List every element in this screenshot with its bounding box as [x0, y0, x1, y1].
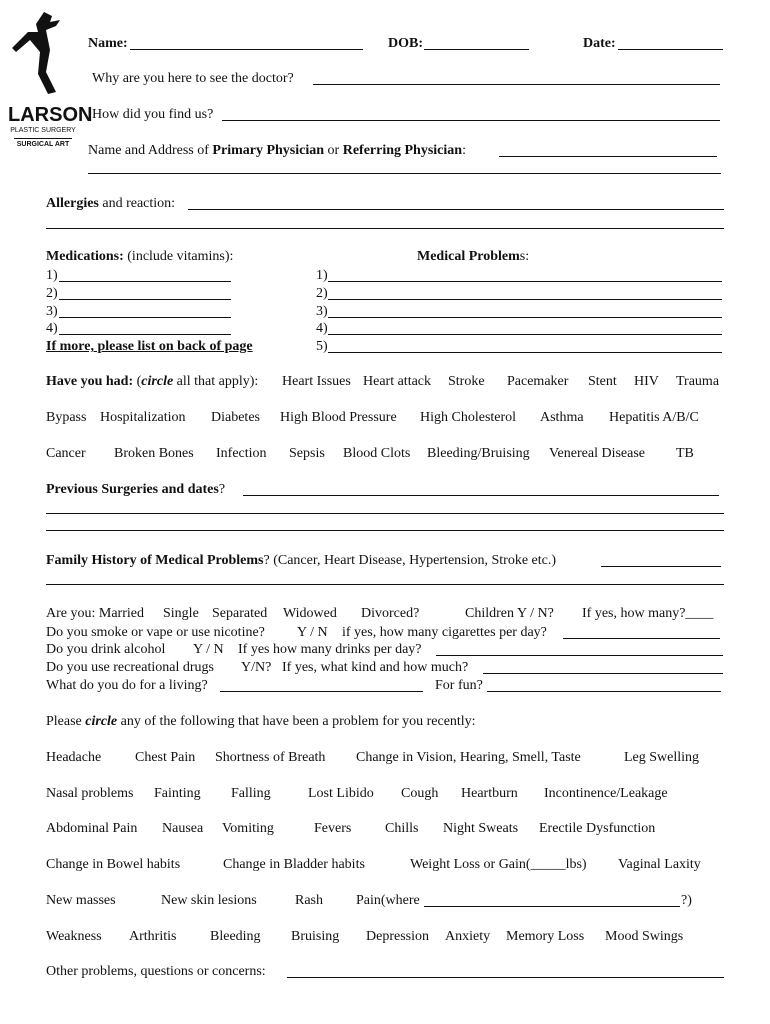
smoke-amount-field[interactable] — [563, 638, 720, 639]
symptom-option[interactable]: Rash — [295, 893, 323, 908]
hobbies-label: For fun? — [435, 678, 483, 693]
family-bold: Family History of Medical Problems — [46, 553, 264, 568]
medication-field-2[interactable] — [59, 299, 231, 300]
symptom-option[interactable]: Night Sweats — [443, 821, 519, 836]
symptom-option[interactable]: Fainting — [154, 786, 201, 801]
medications-label — [46, 249, 233, 265]
symptom-option[interactable]: Leg Swelling — [624, 750, 700, 765]
symptom-option[interactable]: Chest Pain — [135, 750, 196, 765]
medication-item-1: 1) — [46, 268, 58, 283]
occupation-label: What do you do for a living? — [46, 678, 208, 693]
medication-item-4: 4) — [46, 321, 58, 336]
condition-option[interactable]: Pacemaker — [507, 374, 569, 389]
have-you-had-circle: circle — [141, 374, 174, 389]
condition-option[interactable]: High Cholesterol — [420, 410, 517, 425]
symptom-option[interactable]: Nausea — [162, 821, 204, 836]
symptom-option[interactable]: Change in Vision, Hearing, Smell, Taste — [356, 750, 581, 765]
problems-bold: Medical Problem — [417, 249, 520, 264]
condition-option[interactable]: Stroke — [448, 374, 485, 389]
recent-prefix: Please — [46, 714, 86, 729]
recent-circle: circle — [85, 714, 118, 729]
condition-option[interactable]: Venereal Disease — [549, 446, 646, 461]
marital-option-widowed[interactable]: Widowed — [283, 606, 337, 621]
pain-location-field[interactable] — [424, 906, 680, 907]
condition-option[interactable]: Heart attack — [363, 374, 432, 389]
problem-item-4: 4) — [316, 321, 328, 336]
symptom-option[interactable]: Headache — [46, 750, 102, 765]
problem-field-3[interactable] — [328, 317, 722, 318]
allergies-field-2[interactable] — [46, 228, 724, 229]
condition-option[interactable]: Bypass — [46, 410, 87, 425]
have-you-had-bold: Have you had: — [46, 374, 134, 389]
problem-item-2: 2) — [316, 286, 328, 301]
symptom-option[interactable]: Incontinence/Leakage — [544, 786, 668, 801]
condition-option[interactable]: Bleeding/Bruising — [427, 446, 530, 461]
symptom-option[interactable]: New masses — [46, 893, 116, 908]
problem-item-1: 1) — [316, 268, 328, 283]
condition-option[interactable]: Cancer — [46, 446, 86, 461]
symptom-option[interactable]: Mood Swings — [605, 929, 684, 944]
medications-note: (include vitamins): — [123, 249, 234, 264]
surgeries-field-2[interactable] — [46, 513, 724, 514]
symptom-option[interactable]: Heartburn — [461, 786, 518, 801]
symptom-option[interactable]: Bruising — [291, 929, 340, 944]
surgeries-field-3[interactable] — [46, 530, 724, 531]
problems-bold-s: s — [519, 249, 526, 264]
symptom-option[interactable]: Fevers — [314, 821, 352, 836]
hobbies-field[interactable] — [487, 691, 721, 692]
symptom-option[interactable]: Falling — [231, 786, 271, 801]
condition-option[interactable]: Trauma — [676, 374, 720, 389]
symptom-option[interactable]: Cough — [401, 786, 439, 801]
condition-option[interactable]: Hepatitis A/B/C — [609, 410, 699, 425]
physician-suffix: : — [462, 143, 466, 158]
surgeries-q: ? — [218, 482, 226, 497]
have-you-had-label — [46, 374, 258, 390]
other-concerns-label: Other problems, questions or concerns: — [46, 964, 266, 979]
condition-option[interactable]: Infection — [216, 446, 267, 461]
physician-or: or — [324, 143, 343, 158]
logo-line1: PLASTIC SURGERY — [10, 127, 76, 134]
problem-field-4[interactable] — [328, 334, 722, 335]
symptom-option[interactable]: Change in Bowel habits — [46, 857, 181, 872]
marital-option-separated[interactable]: Separated — [212, 606, 268, 621]
family-rest: ? (Cancer, Heart Disease, Hypertension, Stroke etc.) — [263, 553, 557, 568]
symptom-option[interactable]: Erectile Dysfunction — [539, 821, 656, 836]
condition-option[interactable]: Broken Bones — [114, 446, 194, 461]
surgeries-bold: Previous Surgeries and dates — [46, 482, 219, 497]
condition-option[interactable]: Hospitalization — [100, 410, 186, 425]
smoke-yn[interactable]: Y / N — [297, 625, 328, 640]
symptom-option[interactable]: Abdominal Pain — [46, 821, 138, 836]
name-field[interactable] — [130, 49, 363, 50]
drugs-yn[interactable]: Y/N? — [241, 660, 272, 675]
pain-location-end: ?) — [681, 893, 692, 908]
medication-field-1[interactable] — [59, 281, 231, 282]
referral-field[interactable] — [222, 120, 720, 121]
family-field-2[interactable] — [46, 584, 724, 585]
medications-more-note: If more, please list on back of page — [46, 339, 253, 354]
allergies-label — [46, 196, 175, 212]
symptom-option[interactable]: Anxiety — [445, 929, 491, 944]
physician-field[interactable] — [499, 156, 717, 157]
children-count[interactable]: If yes, how many?____ — [582, 606, 714, 621]
problem-field-1[interactable] — [328, 281, 722, 282]
alcohol-amount-label: If yes how many drinks per day? — [238, 642, 422, 657]
alcohol-question: Do you drink alcohol — [46, 642, 166, 657]
reason-label: Why are you here to see the doctor? — [92, 71, 294, 86]
symptom-option[interactable]: Vaginal Laxity — [618, 857, 701, 872]
symptom-option[interactable]: Change in Bladder habits — [223, 857, 365, 872]
problem-field-2[interactable] — [328, 299, 722, 300]
physician-field-2[interactable] — [88, 173, 721, 174]
symptom-option[interactable]: Weakness — [46, 929, 102, 944]
symptom-option[interactable]: Lost Libido — [308, 786, 374, 801]
logo-brand: LARSON — [8, 104, 93, 126]
physician-label — [88, 143, 466, 159]
medications-bold: Medications: — [46, 249, 124, 264]
problem-item-5: 5) — [316, 339, 328, 354]
symptom-option[interactable]: Pain(where — [356, 893, 420, 908]
condition-option[interactable]: High Blood Pressure — [280, 410, 397, 425]
referring-physician-text: Referring Physician — [342, 143, 463, 158]
reason-field[interactable] — [313, 84, 720, 85]
problems-colon: : — [525, 249, 530, 264]
symptom-option[interactable]: Depression — [366, 929, 429, 944]
smoke-question: Do you smoke or vape or use nicotine? — [46, 625, 265, 640]
symptom-option[interactable]: New skin lesions — [161, 893, 257, 908]
occupation-field[interactable] — [220, 691, 423, 692]
allergies-rest: and reaction: — [98, 196, 176, 211]
dob-label: DOB: — [388, 36, 423, 51]
logo-line2: SURGICAL ART — [16, 141, 70, 148]
referral-label: How did you find us? — [92, 107, 214, 122]
name-label: Name: — [88, 36, 128, 51]
dancer-figure-icon — [8, 10, 78, 95]
other-concerns-field[interactable] — [287, 977, 724, 978]
dob-field[interactable] — [424, 49, 529, 50]
medication-field-4[interactable] — [59, 334, 231, 335]
have-you-had-paren: ( — [133, 374, 142, 389]
allergies-bold: Allergies — [46, 196, 99, 211]
problem-field-5[interactable] — [328, 352, 722, 353]
condition-option[interactable]: Heart Issues — [282, 374, 351, 389]
symptom-option[interactable]: Bleeding — [210, 929, 261, 944]
surgeries-field[interactable] — [243, 495, 719, 496]
recent-rest: any of the following that have been a problem for you recently: — [117, 714, 476, 729]
symptom-option[interactable]: Memory Loss — [506, 929, 585, 944]
alcohol-amount-field[interactable] — [436, 655, 723, 656]
condition-option[interactable]: TB — [676, 446, 694, 461]
condition-option[interactable]: Sepsis — [289, 446, 325, 461]
symptom-option[interactable]: Nasal problems — [46, 786, 134, 801]
date-field[interactable] — [618, 49, 723, 50]
symptom-option[interactable]: Arthritis — [129, 929, 177, 944]
symptom-option[interactable]: Shortness of Breath — [215, 750, 326, 765]
medication-item-3: 3) — [46, 304, 58, 319]
condition-option[interactable]: HIV — [634, 374, 659, 389]
marital-label[interactable]: Are you: Married — [46, 606, 144, 621]
marital-option-divorced[interactable]: Divorced? — [361, 606, 420, 621]
family-field[interactable] — [601, 566, 721, 567]
physician-prefix: Name and Address of — [88, 143, 213, 158]
allergies-field[interactable] — [188, 209, 724, 210]
symptom-option[interactable]: Vomiting — [222, 821, 274, 836]
symptom-option[interactable]: Weight Loss or Gain(_____lbs) — [410, 857, 587, 872]
medication-field-3[interactable] — [59, 317, 231, 318]
alcohol-yn[interactable]: Y / N — [193, 642, 224, 657]
family-history-label — [46, 553, 556, 569]
problem-item-3: 3) — [316, 304, 328, 319]
condition-option[interactable]: Blood Clots — [343, 446, 411, 461]
symptom-option[interactable]: Chills — [385, 821, 419, 836]
condition-option[interactable]: Stent — [588, 374, 617, 389]
smoke-amount-label: if yes, how many cigarettes per day? — [342, 625, 547, 640]
condition-option[interactable]: Asthma — [540, 410, 584, 425]
drugs-question: Do you use recreational drugs — [46, 660, 214, 675]
marital-option-single[interactable]: Single — [163, 606, 199, 621]
drugs-amount-label: If yes, what kind and how much? — [282, 660, 469, 675]
children-question[interactable]: Children Y / N? — [465, 606, 554, 621]
recent-problems-instruction — [46, 714, 476, 730]
have-you-had-rest: all that apply): — [173, 374, 259, 389]
primary-physician-text: Primary Physician — [212, 143, 325, 158]
date-label: Date: — [583, 36, 616, 51]
logo-divider — [14, 138, 72, 139]
problems-label — [417, 249, 529, 265]
larson-logo — [8, 10, 93, 155]
surgeries-label — [46, 482, 225, 498]
condition-option[interactable]: Diabetes — [211, 410, 260, 425]
medication-item-2: 2) — [46, 286, 58, 301]
drugs-amount-field[interactable] — [483, 673, 723, 674]
